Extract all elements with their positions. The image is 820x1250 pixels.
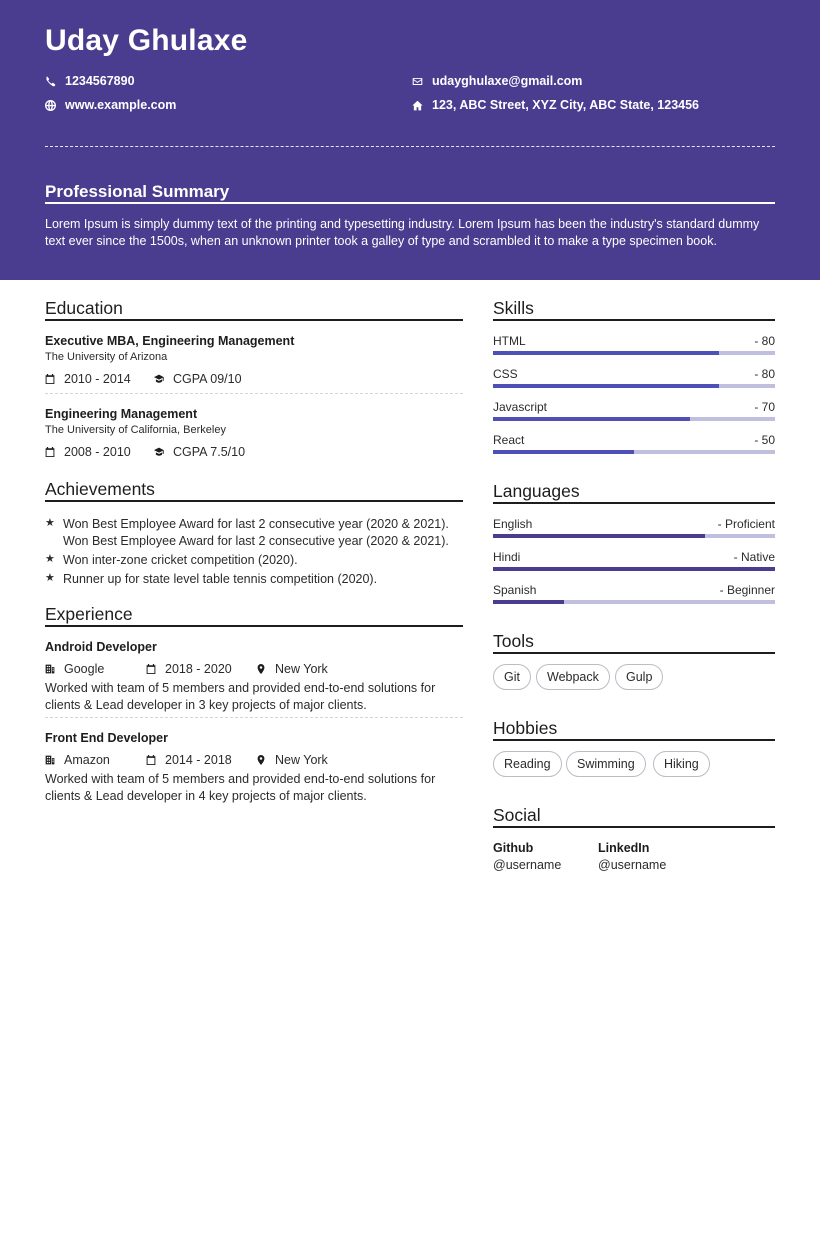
experience-company-text: Amazon xyxy=(64,753,110,767)
education-cgpa xyxy=(154,372,242,386)
website-link[interactable]: www.example.com xyxy=(65,98,177,112)
summary-underline xyxy=(45,202,775,204)
social-title: Social xyxy=(493,805,541,825)
hobbies-underline xyxy=(493,739,775,741)
phone-icon xyxy=(45,76,56,87)
language-item xyxy=(493,517,775,539)
experience-description: Worked with team of 5 members and provided end-to-end solutions for clients & Lead developer in 4 key projects of major clients. xyxy=(45,772,436,803)
star-icon: ★ xyxy=(45,553,55,565)
achievement-item xyxy=(45,552,298,569)
experience-years xyxy=(146,662,232,676)
skill-bar-fill xyxy=(493,351,719,355)
star-icon: ★ xyxy=(45,572,55,584)
phone-text: 1234567890 xyxy=(65,74,135,88)
language-name: Hindi xyxy=(493,550,521,564)
language-bar xyxy=(493,600,775,604)
calendar-icon xyxy=(45,447,55,457)
education-cgpa-text: CGPA 09/10 xyxy=(173,372,242,386)
social-network-github: Github xyxy=(493,841,534,855)
education-degree: Engineering Management xyxy=(45,407,198,421)
tool-tag: Git xyxy=(493,664,531,690)
language-item xyxy=(493,583,775,605)
experience-location xyxy=(256,662,328,676)
contact-email[interactable] xyxy=(412,74,582,88)
calendar-icon xyxy=(146,755,156,765)
skill-bar xyxy=(493,384,775,388)
education-years-text: 2008 - 2010 xyxy=(64,445,131,459)
skills-underline xyxy=(493,319,775,321)
experience-description: Worked with team of 5 members and provided end-to-end solutions for clients & Lead developer in 3 key projects of major clients. xyxy=(45,681,436,712)
tools-title: Tools xyxy=(493,631,534,651)
experience-underline xyxy=(45,625,463,627)
education-school: The University of Arizona xyxy=(45,351,168,363)
contact-address xyxy=(412,98,699,112)
location-pin-icon xyxy=(256,755,266,765)
calendar-icon xyxy=(146,664,156,674)
address-text: 123, ABC Street, XYZ City, ABC State, 123456 xyxy=(432,98,699,112)
skill-level: - 70 xyxy=(754,400,775,414)
graduation-cap-icon xyxy=(154,374,164,384)
education-degree: Executive MBA, Engineering Management xyxy=(45,334,295,348)
language-level: - Native xyxy=(733,550,775,564)
skill-bar-fill xyxy=(493,384,719,388)
skill-level: - 50 xyxy=(754,433,775,447)
achievement-item xyxy=(45,516,449,533)
social-network-linkedin: LinkedIn xyxy=(598,841,650,855)
home-icon xyxy=(412,100,423,111)
skill-bar xyxy=(493,351,775,355)
achievements-title: Achievements xyxy=(45,479,155,499)
social-handle-linkedin[interactable]: @username xyxy=(598,858,667,872)
achievement-item xyxy=(45,571,377,588)
skill-name: React xyxy=(493,433,525,447)
skill-level: - 80 xyxy=(754,334,775,348)
summary-title: Professional Summary xyxy=(45,182,230,201)
skill-item xyxy=(493,400,775,422)
experience-years-text: 2014 - 2018 xyxy=(165,753,232,767)
language-name: English xyxy=(493,517,533,531)
experience-location xyxy=(256,753,328,767)
hobby-tag: Reading xyxy=(493,751,562,777)
resume-header xyxy=(0,0,820,280)
contact-phone xyxy=(45,74,135,88)
skills-title: Skills xyxy=(493,298,534,318)
email-link[interactable]: udayghulaxe@gmail.com xyxy=(432,74,583,88)
hobby-tag: Hiking xyxy=(653,751,710,777)
star-icon: ★ xyxy=(45,517,55,529)
achievement-text: Won Best Employee Award for last 2 consecutive year (2020 & 2021). xyxy=(63,534,449,548)
language-bar-fill xyxy=(493,600,564,604)
summary-text: Lorem Ipsum is simply dummy text of the printing and typesetting industry. Lorem Ipsum has been the industry's standard dummy text ever since the 1500s, when an unknown printer took a galley of type and scrambled it to make a type specimen book. xyxy=(45,217,760,248)
social-handle-github[interactable]: @username xyxy=(493,858,562,872)
achievement-item xyxy=(45,533,449,550)
skill-bar xyxy=(493,450,775,454)
achievement-text: Won Best Employee Award for last 2 consecutive year (2020 & 2021). xyxy=(63,517,449,531)
achievements-underline xyxy=(45,500,463,502)
achievement-text: Won inter-zone cricket competition (2020). xyxy=(63,553,298,567)
education-title: Education xyxy=(45,298,123,318)
graduation-cap-icon xyxy=(154,447,164,457)
tool-tag: Gulp xyxy=(615,664,663,690)
skill-bar-fill xyxy=(493,450,634,454)
language-bar xyxy=(493,534,775,538)
languages-title: Languages xyxy=(493,481,580,501)
experience-role: Android Developer xyxy=(45,640,157,654)
building-icon xyxy=(45,664,55,674)
education-years-text: 2010 - 2014 xyxy=(64,372,131,386)
experience-company-text: Google xyxy=(64,662,105,676)
experience-location-text: New York xyxy=(275,662,328,676)
hobby-tag: Swimming xyxy=(566,751,646,777)
header-divider xyxy=(45,146,775,147)
education-cgpa-text: CGPA 7.5/10 xyxy=(173,445,246,459)
skill-level: - 80 xyxy=(754,367,775,381)
experience-company xyxy=(45,662,104,676)
skill-item xyxy=(493,367,775,389)
globe-icon xyxy=(45,100,56,111)
calendar-icon xyxy=(45,374,55,384)
language-item xyxy=(493,550,775,572)
language-bar-fill xyxy=(493,567,775,571)
envelope-icon xyxy=(412,76,423,87)
education-cgpa xyxy=(154,445,245,459)
language-name: Spanish xyxy=(493,583,537,597)
language-level: - Proficient xyxy=(717,517,775,531)
skill-bar-fill xyxy=(493,417,690,421)
skill-item xyxy=(493,433,775,455)
social-underline xyxy=(493,826,775,828)
language-bar-fill xyxy=(493,534,705,538)
hobbies-title: Hobbies xyxy=(493,718,558,738)
experience-company xyxy=(45,753,110,767)
contact-website[interactable] xyxy=(45,98,176,112)
education-divider xyxy=(45,393,463,394)
language-level: - Beginner xyxy=(719,583,775,597)
education-underline xyxy=(45,319,463,321)
achievement-text: Runner up for state level table tennis competition (2020). xyxy=(63,572,378,586)
experience-title: Experience xyxy=(45,604,133,624)
languages-underline xyxy=(493,502,775,504)
skill-name: HTML xyxy=(493,334,526,348)
education-years xyxy=(45,445,131,459)
skill-item xyxy=(493,334,775,356)
tool-tag: Webpack xyxy=(536,664,610,690)
building-icon xyxy=(45,755,55,765)
experience-years-text: 2018 - 2020 xyxy=(165,662,232,676)
experience-years xyxy=(146,753,232,767)
experience-divider xyxy=(45,717,463,718)
location-pin-icon xyxy=(256,664,266,674)
education-school: The University of California, Berkeley xyxy=(45,424,226,436)
candidate-name: Uday Ghulaxe xyxy=(45,24,248,57)
skill-bar xyxy=(493,417,775,421)
tools-underline xyxy=(493,652,775,654)
experience-location-text: New York xyxy=(275,753,328,767)
experience-role: Front End Developer xyxy=(45,731,168,745)
skill-name: Javascript xyxy=(493,400,548,414)
education-years xyxy=(45,372,131,386)
language-bar xyxy=(493,567,775,571)
skill-name: CSS xyxy=(493,367,518,381)
